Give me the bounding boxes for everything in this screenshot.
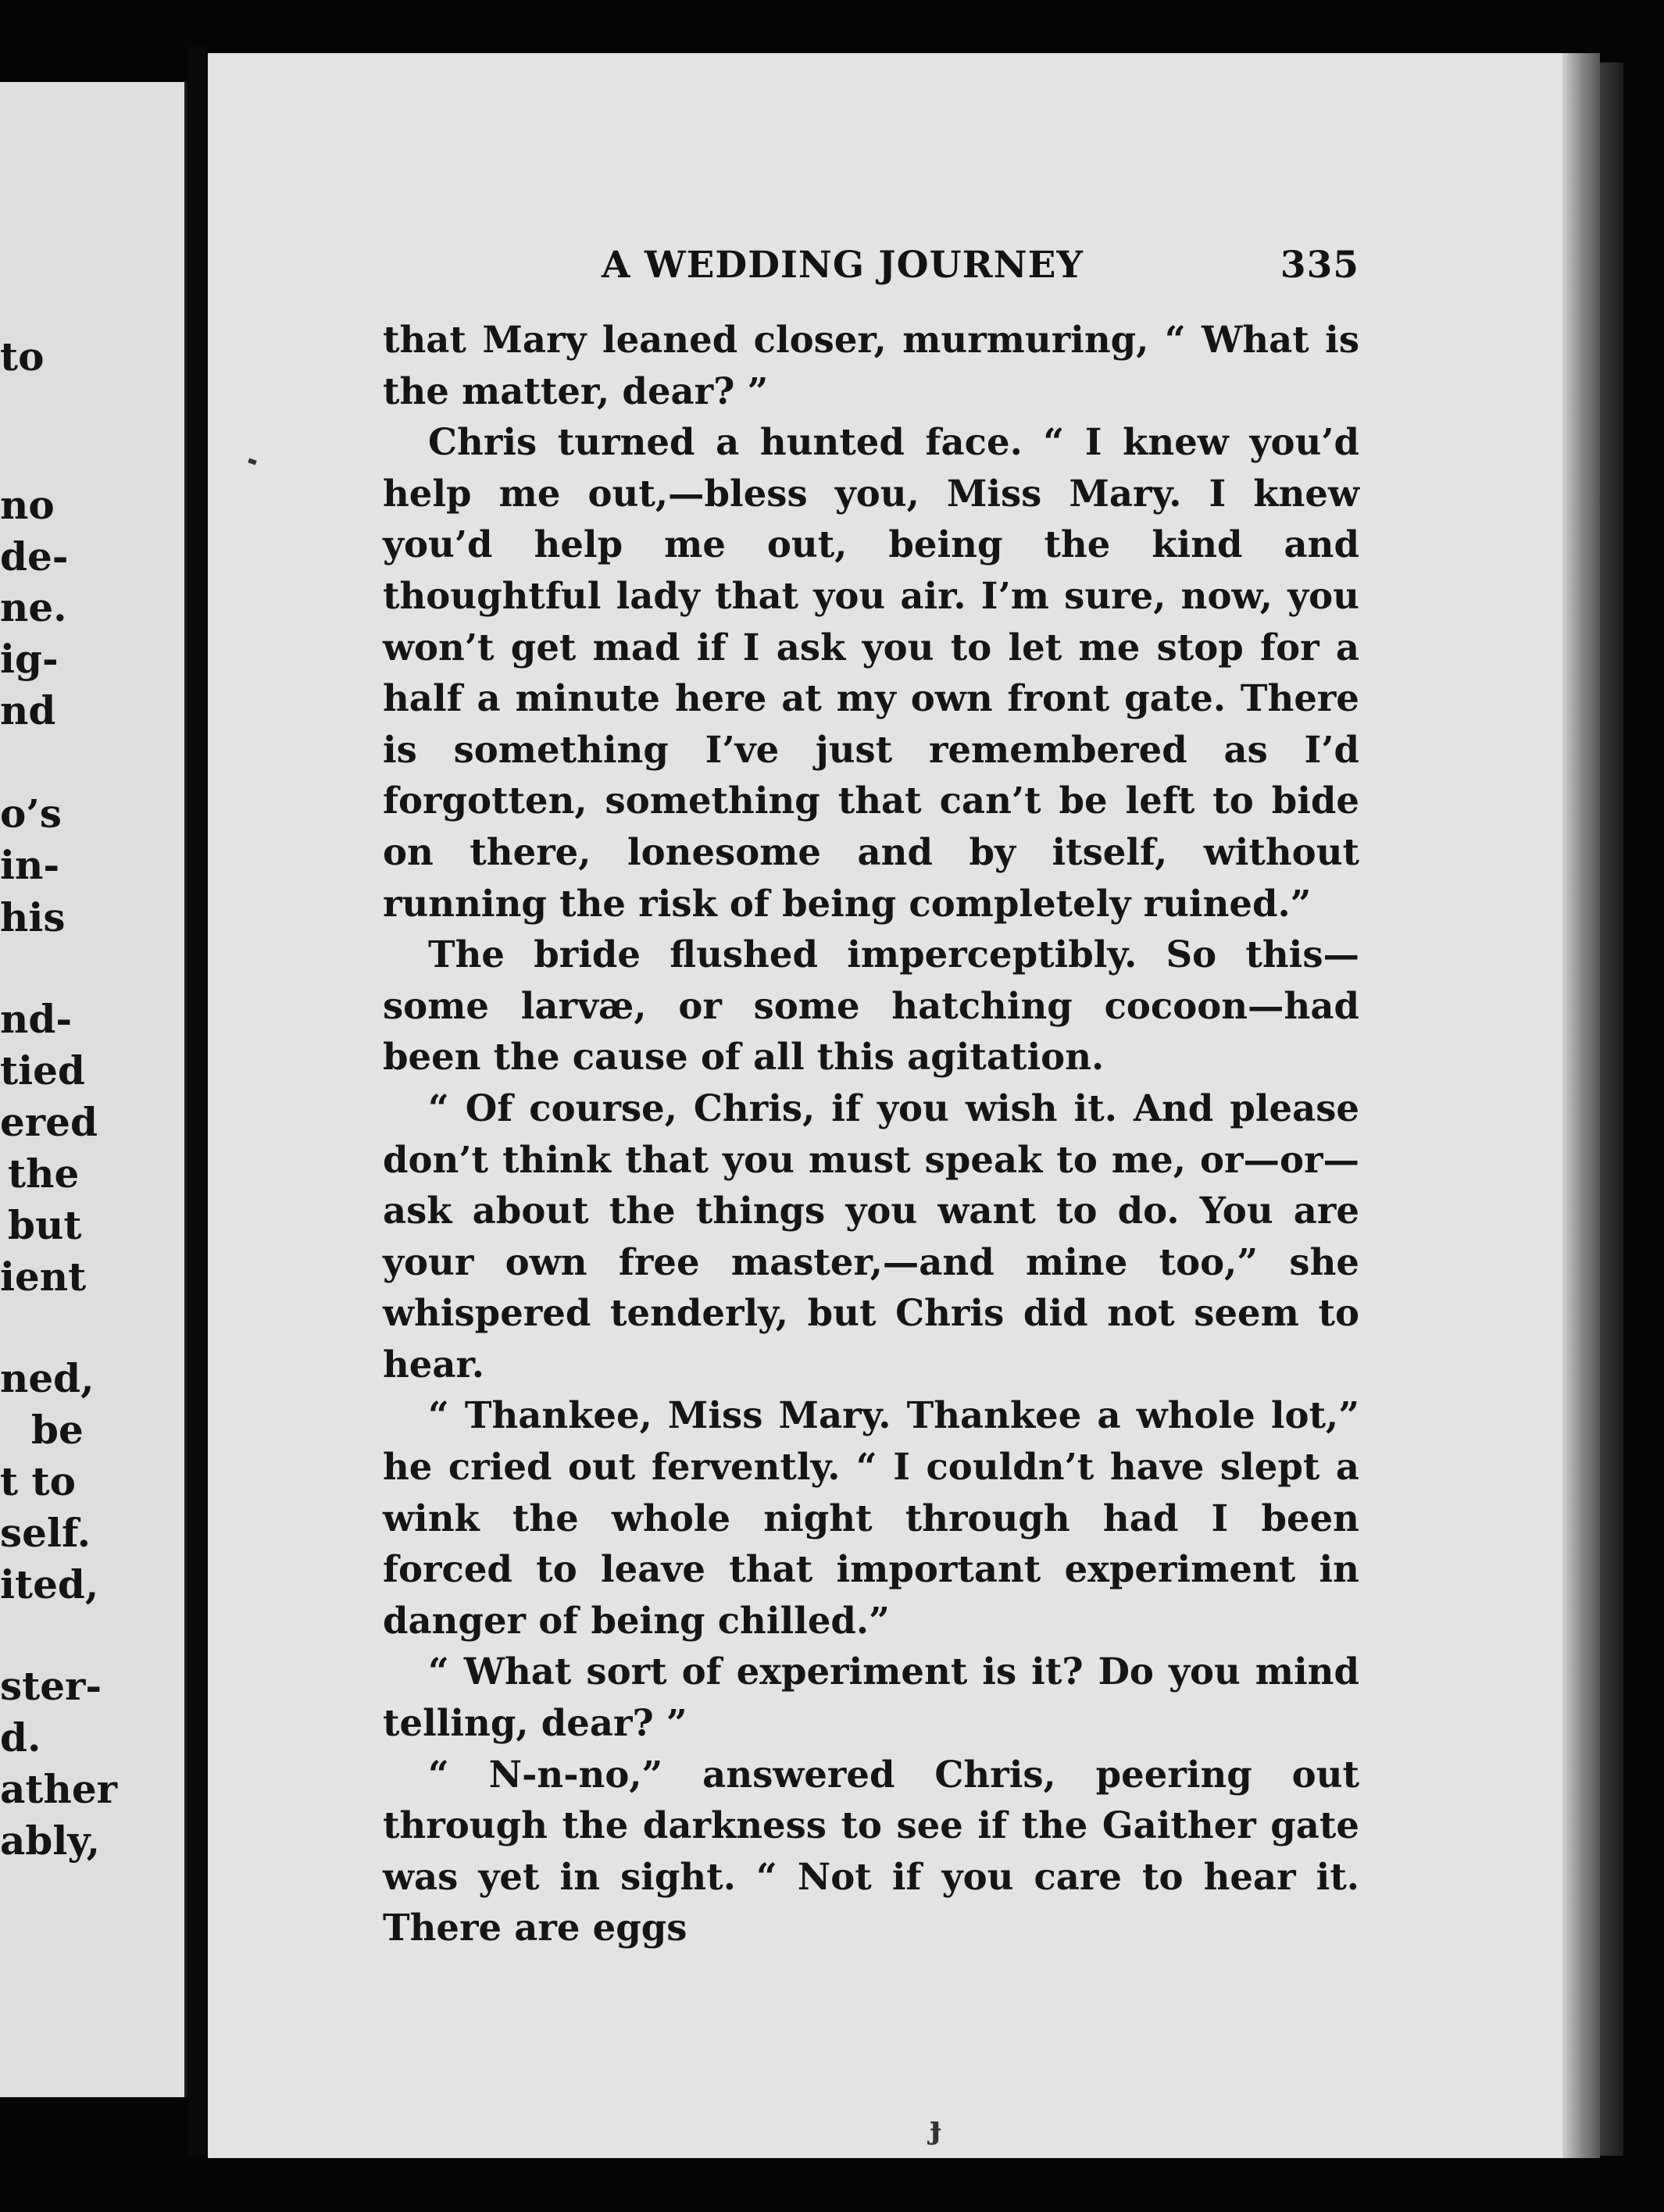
left-page	[0, 82, 187, 2097]
page-stack-edge	[1600, 62, 1623, 2156]
left-fragment: nd-	[0, 996, 73, 1042]
left-fragment: ited,	[0, 1561, 99, 1607]
left-fragment: ster-	[0, 1663, 102, 1709]
left-fragment: the	[8, 1151, 80, 1197]
left-fragment: ather	[0, 1766, 117, 1812]
left-fragment: ably,	[0, 1818, 101, 1864]
paragraph: “ Thankee, Miss Mary. Thankee a whole lot,” he cried out fervently. “ I couldn’t have slept a wink the whole night through had I been forced to leave that important experiment in danger of being chilled.”	[383, 1393, 1359, 1642]
paragraph: that Mary leaned closer, murmuring, “ What is the matter, dear? ”	[383, 318, 1359, 412]
running-header	[383, 244, 1359, 291]
left-page-edge	[184, 82, 187, 2097]
left-fragment: self.	[0, 1510, 91, 1556]
left-fragment: be	[31, 1407, 84, 1453]
left-fragment: ne.	[0, 584, 67, 630]
page-number: 335	[1280, 244, 1359, 287]
left-fragment: ient	[0, 1254, 87, 1300]
paragraph: “ What sort of experiment is it? Do you mind telling, dear? ”	[383, 1650, 1359, 1745]
paragraph: “ Of course, Chris, if you wish it. And please don’t think that you must speak to me, or—or— ask about the things you want to do. You are your own free master,—and mine too,” she whispered tenderly, but Chris did not seem to hear.	[383, 1086, 1359, 1386]
left-fragment: o’s	[0, 790, 62, 837]
paragraph: Chris turned a hunted face. “ I knew you’d help me out,—bless you, Miss Mary. I knew you’d help me out, being the kind and thoughtful lady that you air. I’m sure, now, you won’t get mad if I ask you to let me stop for a half a minute here at my own front gate. There is something I’ve just remembered as I’d forgotten, something that can’t be left to bide on there, lonesome and by itself, without running the risk of being completely ruined.”	[383, 420, 1359, 925]
footer-mark: ɟ	[930, 2109, 942, 2146]
left-fragment: ned,	[0, 1355, 95, 1401]
body-text	[383, 314, 1359, 1953]
left-fragment: but	[8, 1202, 82, 1248]
running-title: A WEDDING JOURNEY	[602, 244, 1084, 287]
left-fragment: t to	[0, 1458, 76, 1504]
left-fragment: no	[0, 482, 55, 528]
left-fragment: in-	[0, 842, 60, 888]
left-fragment: ered	[0, 1099, 98, 1145]
left-fragment: d.	[0, 1714, 41, 1761]
left-fragment: ig-	[0, 636, 59, 682]
left-fragment: de-	[0, 533, 69, 580]
book-gutter	[189, 47, 208, 2156]
left-fragment: his	[0, 894, 66, 940]
right-page-shadow	[1562, 53, 1600, 2158]
left-fragment: tied	[0, 1047, 85, 1094]
left-page-text-fragments	[0, 82, 184, 2097]
paragraph: The bride flushed imperceptibly. So this—some larvæ, or some hatching cocoon—had been the cause of all this agitation.	[383, 933, 1359, 1079]
paragraph: “ N-n-no,” answered Chris, peering out through the darkness to see if the Gaither gate was yet in sight. “ Not if you care to hear it. There are eggs	[383, 1752, 1359, 1950]
left-fragment: to	[0, 334, 45, 380]
left-fragment: nd	[0, 687, 56, 733]
